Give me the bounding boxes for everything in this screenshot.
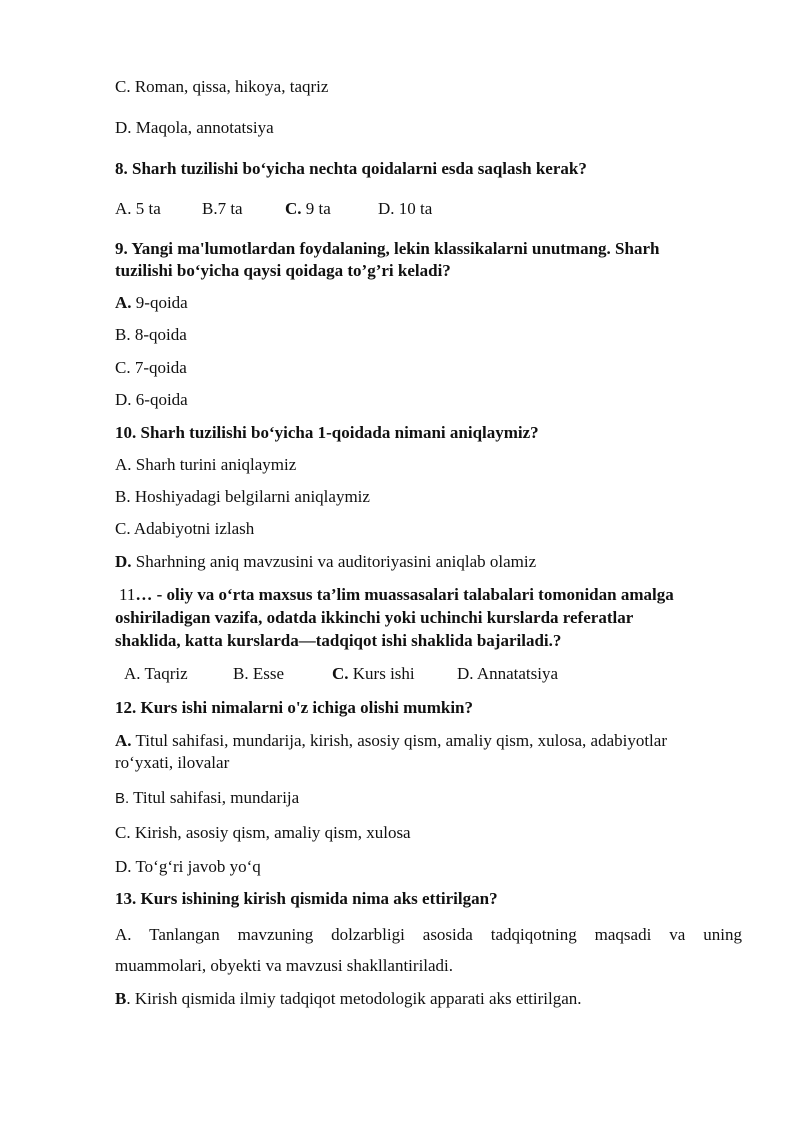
q8-question: 8. Sharh tuzilishi bo‘yicha nechta qoidalarni esda saqlash kerak? — [115, 159, 587, 178]
q8-option-c-letter: C. — [285, 199, 302, 218]
q10-question: 10. Sharh tuzilishi bo‘yicha 1-qoidada nimani aniqlaymiz? — [115, 423, 539, 442]
q12-question: 12. Kurs ishi nimalarni o'z ichiga olishi mumkin? — [115, 698, 474, 717]
q10-option-b: B. Hoshiyadagi belgilarni aniqlaymiz — [115, 487, 370, 506]
q10-option-c: C. Adabiyotni izlash — [115, 519, 255, 538]
q10-option-d-text: Sharhning aniq mavzusini va auditoriyasini aniqlab olamiz — [131, 552, 537, 571]
q12-option-b-letter: B. — [115, 790, 130, 807]
q11-question-line3: shaklida, katta kurslarda—tadqiqot ishi shaklida bajariladi.? — [115, 631, 562, 650]
q12-option-b-text: Titul sahifasi, mundarija — [129, 788, 300, 807]
q13-option-b-letter: B — [115, 989, 127, 1008]
q12-option-a-line2: ro‘yxati, ilovalar — [115, 753, 230, 772]
q13-option-a-line2: muammolari, obyekti va mavzusi shakllantiriladi. — [115, 956, 454, 975]
q7-option-d: D. Maqola, annotatsiya — [115, 118, 274, 137]
q13-question: 13. Kurs ishining kirish qismida nima aks ettirilgan? — [115, 889, 498, 908]
q10-option-d — [115, 551, 536, 573]
q9-question-line1: 9. Yangi ma'lumotlardan foydalaning, lekin klassikalarni unutmang. Sharh — [115, 239, 660, 258]
q8-option-a: A. 5 ta — [115, 199, 161, 218]
q8-option-b: B.7 ta — [202, 199, 243, 218]
q9-option-b: B. 8-qoida — [115, 325, 187, 344]
q11-option-c — [332, 663, 415, 685]
q11-option-b: B. Esse — [233, 664, 284, 683]
q12-option-d: D. To‘g‘ri javob yo‘q — [115, 857, 261, 876]
q12-option-b — [115, 787, 299, 810]
q11-number: 11 — [119, 585, 136, 604]
q9-option-a-letter: A. — [115, 293, 132, 312]
q13-option-b-text: . Kirish qismida ilmiy tadqiqot metodologik apparati aks ettirilgan. — [126, 989, 582, 1008]
q12-option-a-text-line1: Titul sahifasi, mundarija, kirish, asosiy qism, amaliy qism, xulosa, adabiyotlar — [131, 731, 667, 750]
q13-option-b — [115, 988, 582, 1010]
q9-question-line2: tuzilishi bo‘yicha qaysi qoidaga to’g’ri keladi? — [115, 261, 451, 280]
q10-option-a: A. Sharh turini aniqlaymiz — [115, 455, 297, 474]
q13-option-a-line1: A. Tanlangan mavzuning dolzarbligi asosida tadqiqotning maqsadi va uning — [115, 925, 742, 944]
q12-option-a-line1 — [115, 730, 667, 752]
q8-option-c-text: 9 ta — [301, 199, 331, 218]
q9-option-a-text: 9-qoida — [131, 293, 188, 312]
q9-option-a — [115, 292, 188, 314]
q8-option-d: D. 10 ta — [378, 199, 433, 218]
q11-option-c-text: Kurs ishi — [348, 664, 415, 683]
q11-option-c-letter: C. — [332, 664, 349, 683]
q8-option-c — [285, 198, 331, 220]
q11-question-line2: oshiriladigan vazifa, odatda ikkinchi yoki uchinchi kurslarda referatlar — [115, 608, 634, 627]
q7-option-c: C. Roman, qissa, hikoya, taqriz — [115, 77, 329, 96]
q11-question-line1 — [119, 584, 674, 606]
q9-option-c: C. 7-qoida — [115, 358, 187, 377]
q11-option-d: D. Annatatsiya — [457, 664, 559, 683]
q11-question-line1-rest: … - oliy va o‘rta maxsus ta’lim muassasalari talabalari tomonidan amalga — [135, 585, 674, 604]
q10-option-d-letter: D. — [115, 552, 132, 571]
q12-option-c: C. Kirish, asosiy qism, amaliy qism, xulosa — [115, 823, 411, 842]
q12-option-a-letter: A. — [115, 731, 132, 750]
q11-option-a: A. Taqriz — [124, 664, 188, 683]
q9-option-d: D. 6-qoida — [115, 390, 188, 409]
